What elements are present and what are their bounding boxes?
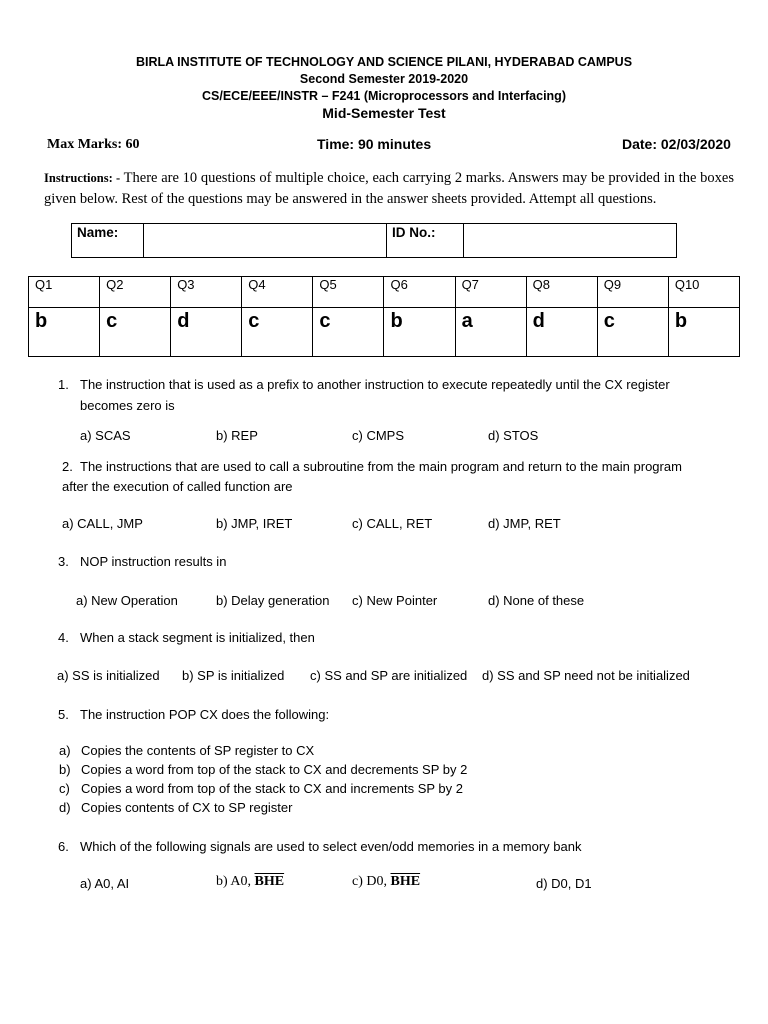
q6-option-b-signal: $\overline{BHE}$ <box>254 874 285 889</box>
answer-cell[interactable]: c <box>242 308 313 357</box>
name-field[interactable] <box>144 224 387 258</box>
q6-option-c <box>352 874 420 890</box>
q1-option-c: c) CMPS <box>352 428 404 443</box>
q6-option-c-signal: $\overline{BHE}$ <box>390 874 421 889</box>
q6-option-c-prefix: c) D0, <box>352 874 391 889</box>
q1-text-line2: becomes zero is <box>80 398 175 413</box>
answer-grid-header: Q9 <box>597 277 668 308</box>
q5-option-c-text: Copies a word from top of the stack to CX and increments SP by 2 <box>81 781 464 796</box>
q3-option-d: d) None of these <box>488 593 585 608</box>
q4-number: 4. <box>58 630 69 645</box>
answer-cell[interactable]: a <box>455 308 526 357</box>
q6-option-d: d) D0, D1 <box>536 876 592 891</box>
answer-grid-answer-row <box>29 308 740 357</box>
q5-option-d-label: d) <box>59 800 71 815</box>
q4-option-d: d) SS and SP need not be initialized <box>482 668 690 683</box>
answer-cell[interactable]: d <box>171 308 242 357</box>
q2-number: 2. <box>62 459 73 474</box>
name-label: Name: <box>72 224 144 258</box>
instructions-text: There are 10 questions of multiple choice, each carrying 2 marks. Answers may be provided in the boxes given below. Rest of the questions may be answered in the answer sheets provided. Attempt all questions. <box>44 170 735 207</box>
answer-grid-header-row <box>29 277 740 308</box>
answer-grid-header: Q8 <box>526 277 597 308</box>
q6-text: Which of the following signals are used to select even/odd memories in a memory bank <box>80 839 582 854</box>
answer-cell[interactable]: b <box>29 308 100 357</box>
q6-option-a: a) A0, AI <box>80 876 130 891</box>
answer-grid-header: Q7 <box>455 277 526 308</box>
name-id-table <box>71 223 677 258</box>
q5-option-b-text: Copies a word from top of the stack to CX and decrements SP by 2 <box>81 762 468 777</box>
max-marks: Max Marks: 60 <box>47 137 140 152</box>
answer-cell[interactable]: c <box>313 308 384 357</box>
test-title: Mid-Semester Test <box>322 105 446 121</box>
answer-grid-header: Q5 <box>313 277 384 308</box>
q3-option-b: b) Delay generation <box>216 593 330 608</box>
q3-option-a: a) New Operation <box>76 593 178 608</box>
q5-option-a-text: Copies the contents of SP register to CX <box>81 743 315 758</box>
instructions-label: Instructions: - <box>44 171 121 185</box>
q2-option-c: c) CALL, RET <box>352 516 433 531</box>
q2-option-b: b) JMP, IRET <box>216 516 293 531</box>
q2-text-line2: after the execution of called function are <box>62 479 293 494</box>
answer-grid-header: Q3 <box>171 277 242 308</box>
q5-option-d-text: Copies contents of CX to SP register <box>81 800 293 815</box>
answer-cell[interactable]: b <box>668 308 739 357</box>
answer-cell[interactable]: c <box>100 308 171 357</box>
q1-option-a: a) SCAS <box>80 428 131 443</box>
q6-number: 6. <box>58 839 69 854</box>
answer-grid-header: Q6 <box>384 277 455 308</box>
q3-option-c: c) New Pointer <box>352 593 438 608</box>
answer-grid-header: Q1 <box>29 277 100 308</box>
answer-grid-header: Q10 <box>668 277 739 308</box>
q6-option-b <box>216 874 284 890</box>
institute-title: BIRLA INSTITUTE OF TECHNOLOGY AND SCIENCE PILANI, HYDERABAD CAMPUS <box>135 55 633 69</box>
q1-number: 1. <box>58 377 69 392</box>
exam-date: Date: 02/03/2020 <box>622 136 731 152</box>
time-limit: Time: 90 minutes <box>317 136 432 152</box>
q4-text: When a stack segment is initialized, then <box>80 630 315 645</box>
answer-grid-header: Q4 <box>242 277 313 308</box>
q5-text: The instruction POP CX does the following: <box>80 707 330 722</box>
answer-grid-header: Q2 <box>100 277 171 308</box>
answer-cell[interactable]: b <box>384 308 455 357</box>
q1-option-b: b) REP <box>216 428 258 443</box>
semester-line: Second Semester 2019-2020 <box>299 72 469 86</box>
course-line: CS/ECE/EEE/INSTR – F241 (Microprocessors and Interfacing) <box>202 89 566 103</box>
instructions <box>44 168 734 210</box>
answer-grid <box>28 276 740 357</box>
q5-option-c-label: c) <box>59 781 70 796</box>
q4-option-b: b) SP is initialized <box>182 668 285 683</box>
q3-text: NOP instruction results in <box>80 554 227 569</box>
q2-text-line1: The instructions that are used to call a subroutine from the main program and return to the main program <box>80 459 682 474</box>
q2-option-d: d) JMP, RET <box>488 516 561 531</box>
q4-option-c: c) SS and SP are initialized <box>310 668 468 683</box>
answer-cell[interactable]: d <box>526 308 597 357</box>
q5-option-b-label: b) <box>59 762 71 777</box>
q5-number: 5. <box>58 707 69 722</box>
answer-cell[interactable]: c <box>597 308 668 357</box>
id-label: ID No.: <box>387 224 464 258</box>
q2-option-a: a) CALL, JMP <box>62 516 143 531</box>
q1-text-line1: The instruction that is used as a prefix to another instruction to execute repeatedly until the CX register <box>80 377 670 392</box>
q6-option-b-prefix: b) A0, <box>216 874 255 889</box>
q5-option-a-label: a) <box>59 743 71 758</box>
q4-option-a: a) SS is initialized <box>57 668 160 683</box>
id-field[interactable] <box>464 224 677 258</box>
q1-option-d: d) STOS <box>488 428 539 443</box>
q3-number: 3. <box>58 554 69 569</box>
